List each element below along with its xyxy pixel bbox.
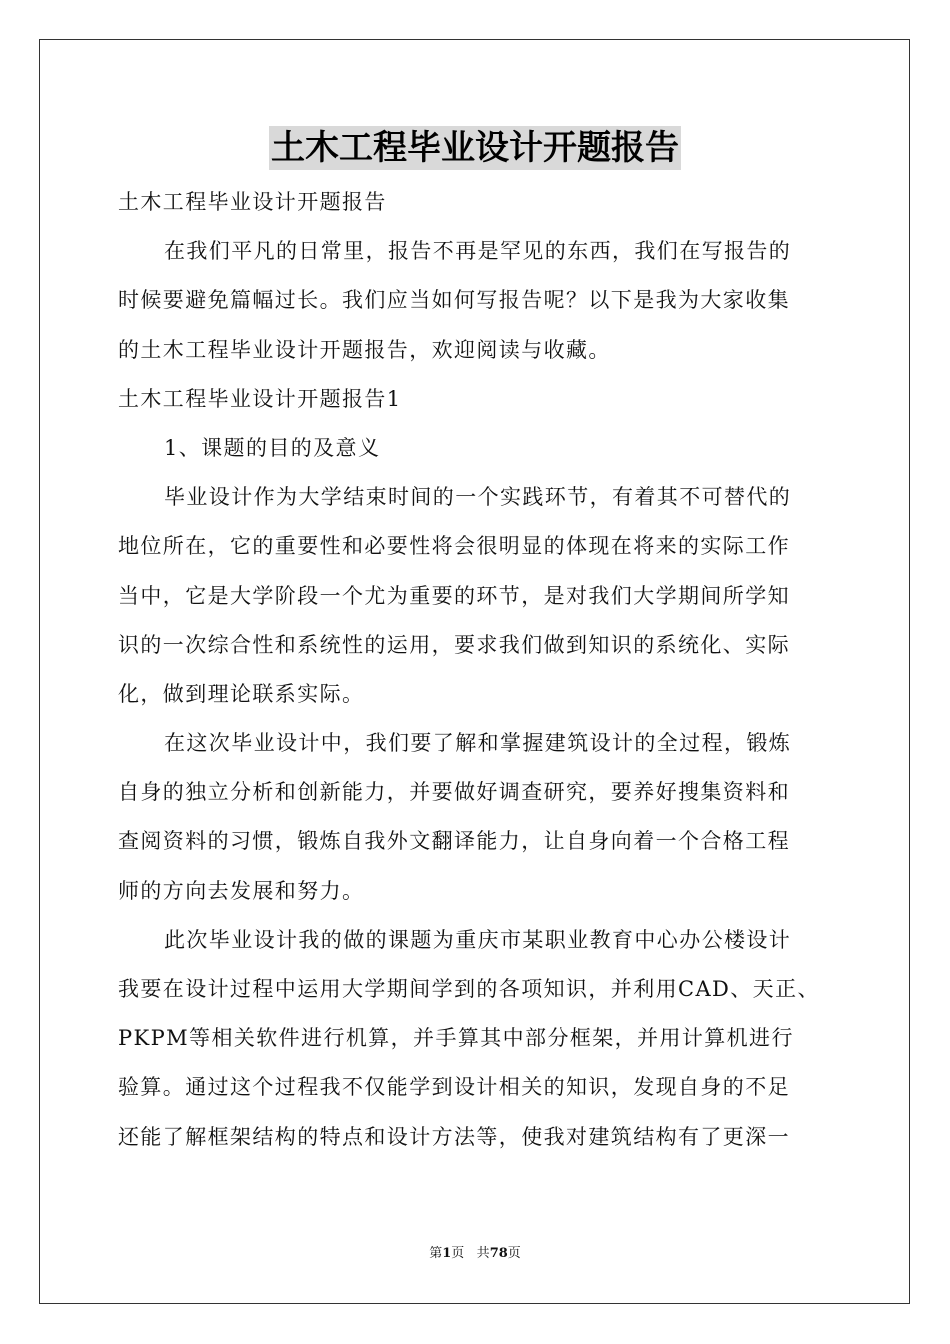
page-suffix: 页 bbox=[451, 1246, 465, 1261]
text-line: 查阅资料的习惯，锻炼自我外文翻译能力，让自身向着一个合格工程 bbox=[118, 829, 790, 854]
text-line: 的土木工程毕业设计开题报告，欢迎阅读与收藏。 bbox=[118, 337, 611, 362]
text-line: PKPM等相关软件进行机算，并手算其中部分框架，并用计算机进行 bbox=[118, 1026, 794, 1051]
document-body bbox=[118, 178, 834, 1162]
text-line: 在我们平凡的日常里，报告不再是罕见的东西，我们在写报告的 bbox=[164, 239, 792, 264]
title-area bbox=[0, 126, 950, 170]
text-line: 识的一次综合性和系统性的运用，要求我们做到知识的系统化、实际 bbox=[118, 632, 790, 657]
text-line: 自身的独立分析和创新能力，并要做好调查研究，要养好搜集资料和 bbox=[118, 780, 790, 805]
text-line: 化，做到理论联系实际。 bbox=[118, 681, 365, 706]
text-line: 时候要避免篇幅过长。我们应当如何写报告呢？以下是我为大家收集 bbox=[118, 288, 790, 313]
text-line: 毕业设计作为大学结束时间的一个实践环节，有着其不可替代的 bbox=[164, 485, 792, 510]
document-title: 土木工程毕业设计开题报告 bbox=[271, 128, 679, 168]
total-pages: 78 bbox=[489, 1246, 508, 1261]
text-line: 师的方向去发展和努力。 bbox=[118, 878, 365, 903]
text-line: 土木工程毕业设计开题报告1 bbox=[118, 386, 402, 411]
text-line: 验算。通过这个过程我不仅能学到设计相关的知识，发现自身的不足 bbox=[118, 1075, 790, 1100]
total-suffix: 页 bbox=[507, 1246, 521, 1261]
text-line: 还能了解框架结构的特点和设计方法等，使我对建筑结构有了更深一 bbox=[118, 1124, 790, 1149]
page-number: 1 bbox=[442, 1246, 452, 1261]
text-line: 当中，它是大学阶段一个尤为重要的环节，是对我们大学期间所学知 bbox=[118, 583, 790, 608]
total-prefix: 共 bbox=[476, 1246, 490, 1261]
text-line: 此次毕业设计我的做的课题为重庆市某职业教育中心办公楼设计 bbox=[164, 927, 792, 952]
page-footer bbox=[0, 1245, 950, 1263]
text-line: 1、课题的目的及意义 bbox=[164, 435, 381, 460]
text-line: 我要在设计过程中运用大学期间学到的各项知识，并利用CAD、天正、 bbox=[118, 977, 820, 1001]
text-line: 地位所在，它的重要性和必要性将会很明显的体现在将来的实际工作 bbox=[118, 534, 790, 559]
text-line: 在这次毕业设计中，我们要了解和掌握建筑设计的全过程，锻炼 bbox=[164, 731, 792, 756]
text-line: 土木工程毕业设计开题报告 bbox=[118, 190, 387, 214]
page-prefix: 第 bbox=[429, 1246, 443, 1261]
